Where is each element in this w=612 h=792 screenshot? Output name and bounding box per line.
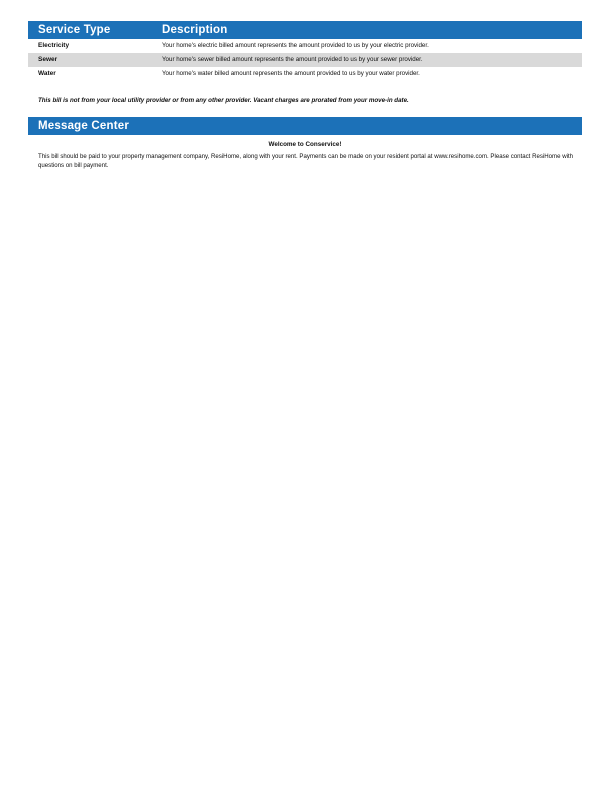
service-description: Your home's sewer billed amount represents the amount provided to us by your sewer provider. <box>162 56 423 63</box>
service-name: Sewer <box>38 56 58 63</box>
service-type-header: Service Type <box>38 24 111 36</box>
message-center-header <box>28 117 582 135</box>
service-name: Water <box>38 70 56 77</box>
service-name: Electricity <box>38 42 70 49</box>
bill-disclaimer: This bill is not from your local utility provider or from any other provider. Vacant charges are prorated from your move-in date. <box>38 97 409 104</box>
service-description: Your home's water billed amount represents the amount provided to us by your water provider. <box>162 70 420 77</box>
table-row-sewer <box>28 53 582 67</box>
description-header: Description <box>162 24 228 36</box>
service-table-header <box>28 21 582 39</box>
welcome-message: Welcome to Conservice! <box>268 141 342 148</box>
bill-page <box>28 21 582 170</box>
message-body: This bill should be paid to your property management company, ResiHome, along with your rent. Payments can be made on your resident portal at www.resihome.com. Please contact ResiHome with questions on bill payment. <box>38 153 574 169</box>
message-center-title: Message Center <box>38 120 130 132</box>
table-row-electricity <box>28 39 582 53</box>
service-description: Your home's electric billed amount represents the amount provided to us by your electric provider. <box>162 42 429 49</box>
table-row-water <box>28 67 582 81</box>
